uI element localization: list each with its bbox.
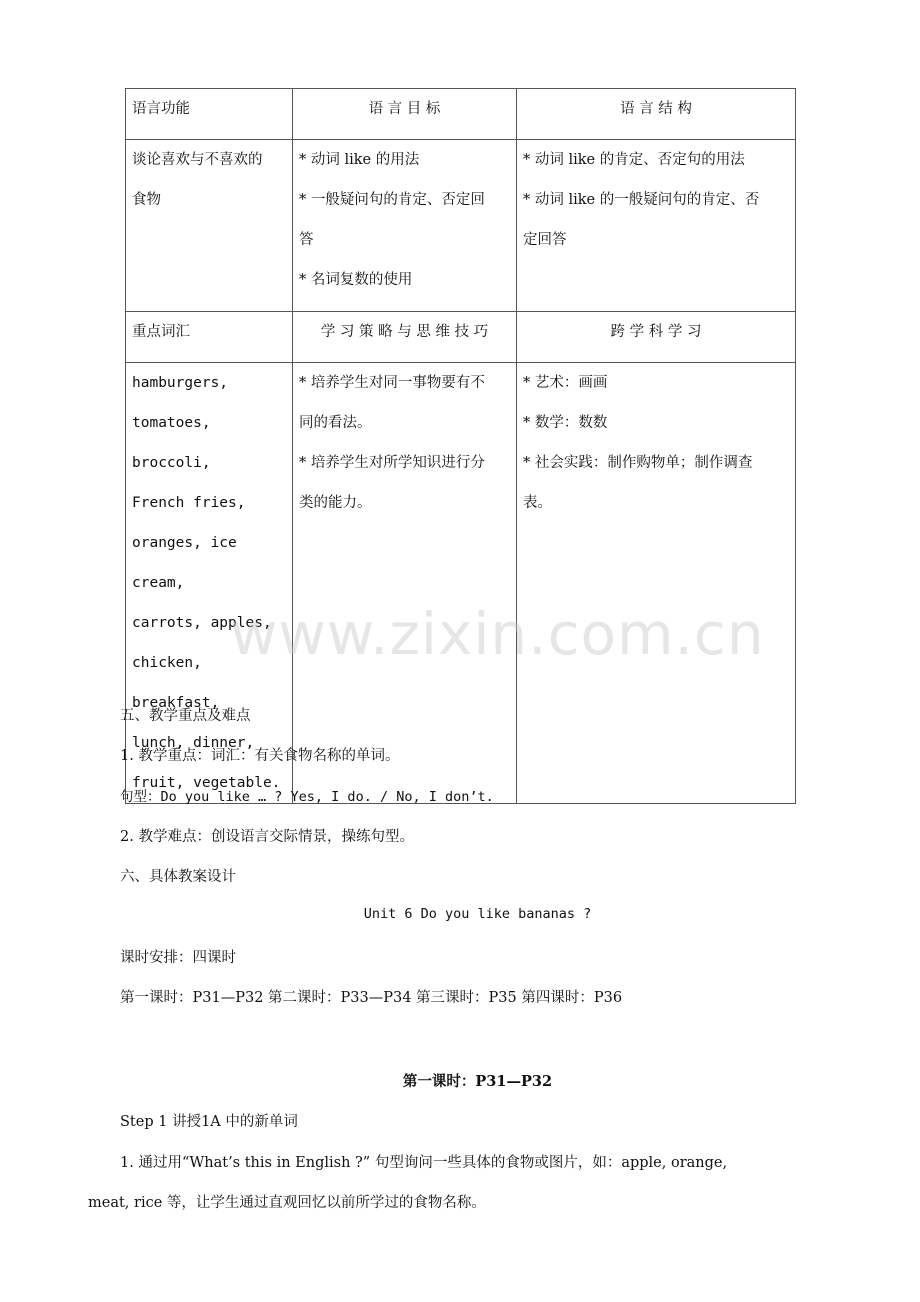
table-header-row-1 — [126, 89, 796, 140]
cell-strategies: * 培养学生对同一事物要有不 同的看法。 * 培养学生对所学知识进行分 类的能力。 — [293, 363, 517, 804]
curriculum-table — [125, 88, 796, 804]
periods-line: 第一课时：P31—P32 第二课时：P33—P34 第三课时：P35 第四课时：P36 — [120, 990, 623, 1006]
section-6-heading: 六、具体教案设计 — [120, 869, 236, 885]
header-language-structure: 语 言 结 构 — [517, 89, 796, 140]
key-point-line: 1. 教学重点：词汇：有关食物名称的单词。 — [120, 748, 400, 764]
cell-structures: * 动词 like 的肯定、否定句的用法 * 动词 like 的一般疑问句的肯定、否 定回答 — [517, 140, 796, 312]
difficulty-line: 2. 教学难点：创设语言交际情景，操练句型。 — [120, 829, 414, 845]
table-header-row-2 — [126, 312, 796, 363]
unit-title: Unit 6 Do you like bananas ? — [363, 906, 592, 922]
period-1-title: 第一课时：P31—P32 — [402, 1073, 553, 1090]
header-language-goals: 语 言 目 标 — [293, 89, 517, 140]
section-5-heading: 五、教学重点及难点 — [120, 708, 251, 724]
header-language-function: 语言功能 — [126, 89, 293, 140]
cell-function: 谈论喜欢与不喜欢的 食物 — [126, 140, 293, 312]
cell-vocab: hamburgers, tomatoes, broccoli, French fries, oranges, ice cream, carrots, apples, chicken, breakfast, lunch, dinner, fruit, vegetable. — [126, 363, 293, 804]
header-cross-subject: 跨 学 科 学 习 — [517, 312, 796, 363]
table-row-2 — [126, 363, 796, 804]
item-1-line-b: meat, rice 等，让学生通过直观回忆以前所学过的食物名称。 — [88, 1195, 486, 1211]
table-row-1 — [126, 140, 796, 312]
watermark: www.zixin.com.cn — [230, 600, 765, 668]
sentence-pattern-line: 句型：Do you like … ? Yes, I do. / No, I don’t. — [120, 789, 494, 805]
schedule-line: 课时安排：四课时 — [120, 950, 236, 966]
header-strategies: 学 习 策 略 与 思 维 技 巧 — [293, 312, 517, 363]
header-key-vocab: 重点词汇 — [126, 312, 293, 363]
cell-cross-subject: * 艺术：画画 * 数学：数数 * 社会实践：制作购物单；制作调查 表。 — [517, 363, 796, 804]
item-1-line-a: 1. 通过用“What’s this in English ?” 句型询问一些具体的食物或图片，如：apple, orange, — [120, 1155, 728, 1171]
step-1-line: Step 1 讲授1A 中的新单词 — [120, 1114, 298, 1130]
cell-goals: * 动词 like 的用法 * 一般疑问句的肯定、否定回 答 * 名词复数的使用 — [293, 140, 517, 312]
